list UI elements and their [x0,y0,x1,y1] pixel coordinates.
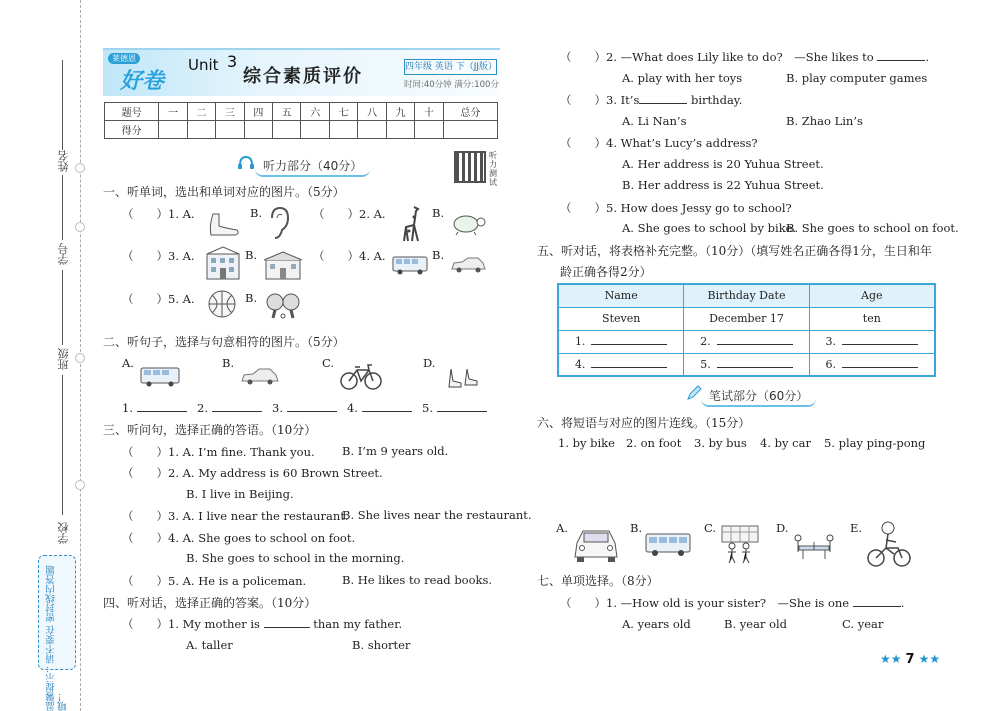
binding-hole [75,163,85,173]
s2-blank-4[interactable] [347,401,412,415]
blank-number: 2. [700,335,711,348]
giraffe-icon [400,205,424,246]
phrase-5[interactable]: 5. play ping-pong [824,436,926,450]
s4-q5-option-a[interactable]: A. She goes to school by bike. [622,221,797,235]
s2-blank-5[interactable] [422,401,487,415]
section-2-title: 二、听句子，选择与句意相符的图片。（5分） [103,335,345,349]
answer-blank[interactable] [212,411,262,412]
section-7-title: 七、单项选择。（8分） [537,574,659,588]
section-3-title: 三、听问句，选择正确的答语。（10分） [103,423,317,437]
s7-q1-option-b[interactable]: B. year old [724,617,788,631]
s1-q2[interactable]: （ ）2. A. [313,207,386,221]
qr-code-icon[interactable] [454,151,486,183]
s3-q5-option-b[interactable]: B. He likes to read books. [342,573,493,587]
score-cell[interactable] [415,121,443,139]
score-header: 四 [244,103,272,121]
time-info: 时间:40分钟 满分:100分 [404,80,499,90]
fill-cell-1[interactable] [558,330,684,353]
pencil-icon [686,385,702,404]
school-label: 学校 [57,522,70,544]
score-row-label: 得分 [105,121,159,139]
answer-blank[interactable] [842,358,918,368]
ear-icon [268,206,290,243]
s3-q2[interactable]: （ ）2. A. My address is 60 Brown Street. [122,466,383,480]
s4-q3-option-b[interactable]: B. Zhao Lin’s [786,114,863,128]
bicycle-icon [340,362,382,393]
class-line[interactable] [62,270,63,345]
section-1-title: 一、听单词，选出和单词对应的图片。（5分） [103,185,345,199]
basketball-icon [207,289,237,322]
score-cell[interactable] [301,121,329,139]
bus-icon [140,366,180,391]
answer-blank[interactable] [842,335,918,345]
s7-q1-option-a[interactable]: A. years old [622,617,691,631]
fill-cell-6[interactable] [809,353,935,376]
fill-cell-3[interactable] [809,330,935,353]
name-line[interactable] [62,60,63,150]
star-icon: ★★ [880,652,902,666]
s1-q5[interactable]: （ ）5. A. [122,292,195,306]
car-front-icon[interactable] [573,527,619,566]
blank-number: 4. [347,401,358,415]
score-cell[interactable] [159,121,187,139]
house-icon [263,250,303,283]
brand-logo: 好卷 [120,69,165,94]
s4-q5[interactable]: （ ）5. How does Jessy go to school? [560,201,792,215]
s3-q1[interactable]: （ ）1. A. I’m fine. Thank you. [122,445,315,459]
s6-letter: B. [630,521,643,535]
s1-q3[interactable]: （ ）3. A. [122,249,195,263]
blank-number: 1. [574,335,586,348]
name-label: 姓名 [57,150,70,172]
score-table [104,102,498,139]
answer-blank[interactable] [362,411,412,412]
col-header-age: Age [809,284,935,307]
unit-word: Unit [188,56,219,74]
score-header: 八 [358,103,386,121]
walking-feet-icon [445,367,481,392]
foot-icon [205,212,241,239]
score-cell[interactable] [443,121,497,139]
phrase-4[interactable]: 4. by car [760,436,811,450]
answer-blank[interactable] [437,411,487,412]
s2-blank-1[interactable] [122,401,187,415]
s6-letter: D. [776,521,789,535]
ping-pong-table-icon[interactable] [793,532,835,563]
star-icon: ★★ [918,652,941,666]
section-4-title: 四、听对话，选择正确的答案。（10分） [103,596,317,610]
question-text: birthday. [691,93,743,107]
section-6-title: 六、将短语与对应的图片连线。（15分） [537,416,751,430]
bus-icon[interactable] [645,532,691,561]
s3-q3[interactable]: （ ）3. A. I live near the restaurant. [122,509,349,523]
score-cell[interactable] [386,121,414,139]
score-header: 七 [329,103,357,121]
blank-number: 1. [122,401,133,415]
page-number [880,652,940,667]
fill-cell-5[interactable] [684,353,809,376]
s1-b-label: B. [245,248,258,262]
school-line[interactable] [62,375,63,515]
col-header-birthday: Birthday Date [684,284,809,307]
s4-q4-option-a[interactable]: A. Her address is 20 Yuhua Street. [622,157,824,171]
blank-number: 4. [574,357,586,371]
answer-blank[interactable] [877,60,925,61]
answer-blank[interactable] [287,411,337,412]
answer-blank[interactable] [591,358,667,368]
question-text: （ ）1. —How old is your sister? —She is one [560,596,850,610]
s1-b-label: B. [432,248,445,262]
question-text: （ ）1. My mother is [122,617,260,631]
s4-q1[interactable] [122,616,402,632]
warning-tip-text: 温馨提示：请不要在 密封线内答题哦！ [46,565,69,711]
qr-label: 听力测试 [489,151,497,187]
s3-q3-option-b[interactable]: B. She lives near the restaurant. [342,508,532,522]
s4-q5-option-b[interactable]: B. She goes to school on foot. [786,221,959,235]
phrase-1[interactable]: 1. by bike [558,436,615,450]
answer-blank[interactable] [717,358,793,368]
headphone-icon [238,155,254,172]
section-5-title-cont: 龄正确各得2分） [560,265,652,279]
s4-q4-option-b[interactable]: B. Her address is 22 Yuhua Street. [622,178,824,192]
unit-number: 3 [227,52,238,71]
blank-number: 6. [825,357,837,371]
col-header-name: Name [558,284,684,307]
brand-top: 莱德恩 [108,53,140,64]
bus-icon [392,255,428,278]
s1-b-label: B. [245,291,258,305]
listening-section-title: 听力部分（40分） [255,156,370,177]
s6-letter: E. [850,521,863,535]
blank-number: 5. [422,401,433,415]
score-cell[interactable] [273,121,301,139]
s2-blank-3[interactable] [272,401,337,415]
score-cell[interactable] [329,121,357,139]
s3-q4-option-b[interactable]: B. She goes to school in the morning. [186,551,405,565]
grade-box: 四年级 英语 下（JJ版） [404,59,497,75]
s7-q1[interactable]: （ ）1. —How old is your sister? —She is one . [560,596,905,610]
score-cell[interactable] [358,121,386,139]
walking-to-school-icon[interactable] [718,524,762,567]
s3-q1-option-b[interactable]: B. I’m 9 years old. [342,444,449,458]
s2-letter: C. [322,356,335,370]
s3-q5[interactable]: （ ）5. A. He is a policeman. [122,574,307,588]
score-header: 十 [415,103,443,121]
s4-q2-option-a[interactable]: A. play with her toys [622,71,743,85]
fill-cell-4[interactable] [558,353,684,376]
answer-blank[interactable] [591,335,667,345]
ping-pong-icon [263,292,303,323]
s1-q4[interactable]: （ ）4. A. [313,249,386,263]
car-icon [450,257,486,276]
s1-q1[interactable]: （ ）1. A. [122,207,195,221]
blank-number: 2. [197,401,208,415]
riding-bike-icon[interactable] [866,520,912,571]
binding-hole [75,480,85,490]
s1-b-label: B. [250,206,263,220]
answer-blank[interactable] [137,411,187,412]
class-label: 班级 [57,348,70,370]
birthday-table [557,283,936,377]
score-header: 五 [273,103,301,121]
s2-letter: D. [423,356,436,370]
score-header: 二 [187,103,215,121]
score-header: 一 [159,103,187,121]
s4-q3-option-a[interactable]: A. Li Nan’s [622,114,687,128]
binding-hole [75,353,85,363]
score-header: 总分 [443,103,497,121]
s7-q1-option-c[interactable]: C. year [842,617,884,631]
phrase-3[interactable]: 3. by bus [694,436,747,450]
s1-b-label: B. [432,206,445,220]
number-line[interactable] [62,175,63,240]
page-number-value: 7 [905,652,915,667]
written-section-title: 笔试部分（60分） [701,386,816,407]
s4-q2[interactable]: （ ）2. —What does Lily like to do? —She likes to . [560,50,930,64]
building-icon [205,246,241,283]
answer-blank[interactable] [639,103,687,104]
s6-letter: A. [556,521,568,535]
binding-hole [75,222,85,232]
score-header: 六 [301,103,329,121]
score-header: 九 [386,103,414,121]
s2-letter: A. [122,356,134,370]
s3-q2-option-b[interactable]: B. I live in Beijing. [186,487,294,501]
phrase-2[interactable]: 2. on foot [626,436,682,450]
s4-q1-option-b[interactable]: B. shorter [352,638,411,652]
cell-age: ten [809,307,935,330]
section-5-title: 五、听对话，将表格补充完整。（10分）（填写姓名正确各得1分，生日和年 [537,244,932,258]
blank-number: 3. [272,401,283,415]
answer-blank[interactable] [717,335,793,345]
s2-blank-2[interactable] [197,401,262,415]
s3-q4[interactable]: （ ）4. A. She goes to school on foot. [122,531,356,545]
car-icon [240,368,280,389]
s4-q4[interactable]: （ ）4. What’s Lucy’s address? [560,136,758,150]
s6-letter: C. [704,521,717,535]
answer-blank[interactable] [264,627,310,628]
cell-birthday: December 17 [684,307,809,330]
score-cell[interactable] [244,121,272,139]
answer-blank[interactable] [853,606,901,607]
binding-margin [0,0,90,711]
s4-q1-option-a[interactable]: A. taller [186,638,233,652]
s4-q2-option-b[interactable]: B. play computer games [786,71,928,85]
fill-cell-2[interactable] [684,330,809,353]
blank-number: 5. [700,357,711,371]
s4-q3[interactable] [560,92,742,108]
question-text: （ ）2. —What does Lily like to do? —She likes to [560,50,874,64]
score-header: 三 [216,103,244,121]
question-text: （ ）3. It’s [560,93,640,107]
turtle-icon [450,212,486,239]
question-text: than my father. [313,617,403,631]
number-label: 学号 [57,243,70,265]
score-cell[interactable] [216,121,244,139]
score-cell[interactable] [187,121,215,139]
score-header: 题号 [105,103,159,121]
cell-name: Steven [558,307,684,330]
page-title: 综合素质评价 [243,66,363,87]
blank-number: 3. [825,335,837,348]
s2-letter: B. [222,356,235,370]
